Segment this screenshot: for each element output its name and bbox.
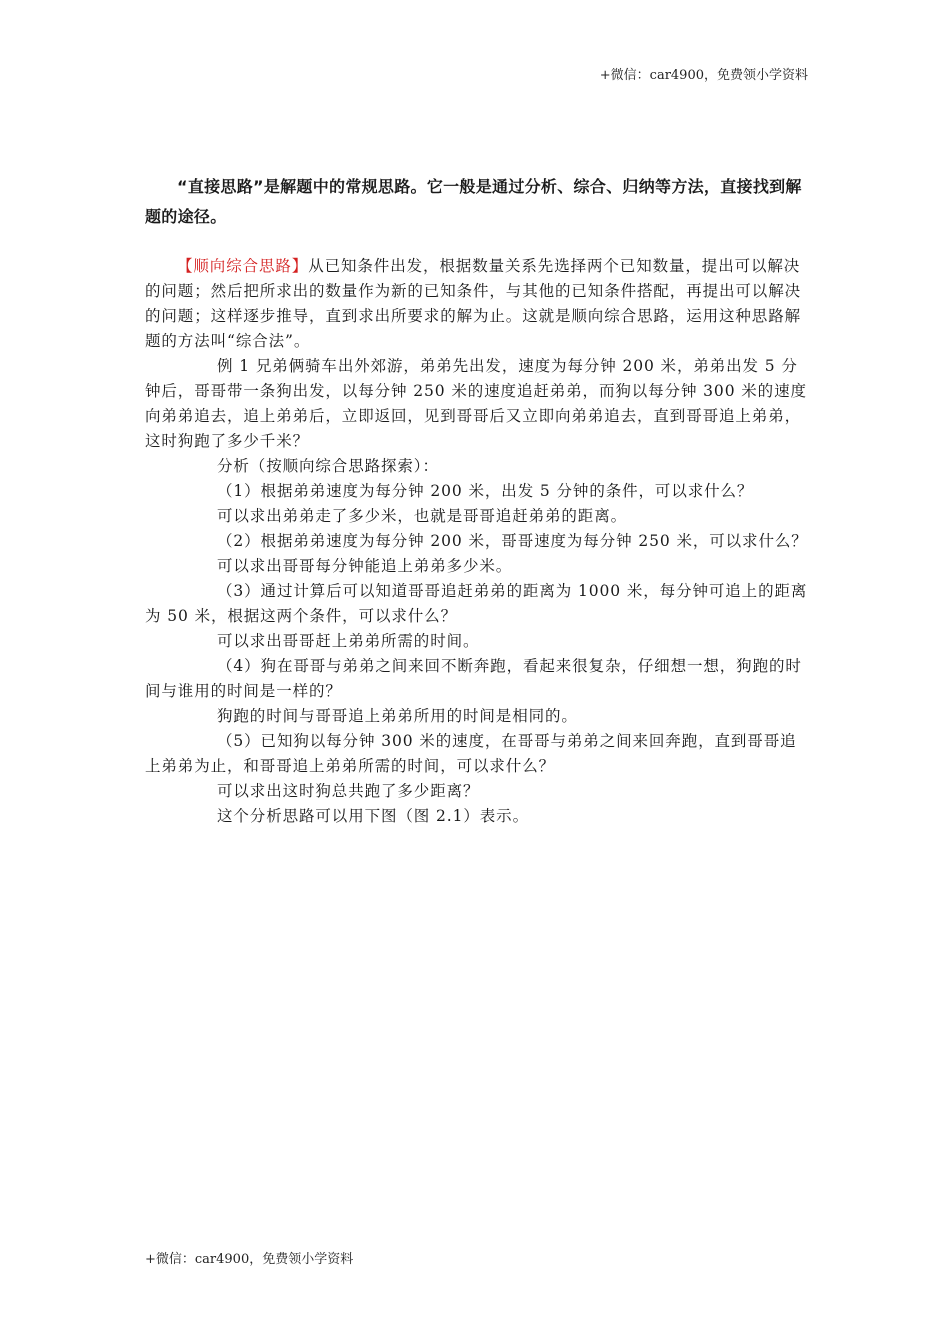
analysis-question-4: （4）狗在哥哥与弟弟之间来回不断奔跑，看起来很复杂，仔细想一想，狗跑的时间与谁用的时间是一样的？ (145, 657, 802, 700)
section-label: 【顺向综合思路】 (177, 257, 309, 275)
analysis-question-5: （5）已知狗以每分钟 300 米的速度，在哥哥与弟弟之间来回奔跑，直到哥哥追上弟弟为止，和哥哥追上弟弟所需的时间，可以求什么？ (145, 732, 797, 775)
header-watermark-note: +微信：car4900，免费领小学资料 (599, 68, 808, 83)
document-body (145, 172, 809, 829)
analysis-title: 分析（按顺向综合思路探索）： (217, 457, 439, 475)
analysis-answer-3: 可以求出哥哥赶上弟弟所需的时间。 (217, 632, 480, 650)
analysis-answer-2: 可以求出哥哥每分钟能追上弟弟多少米。 (217, 557, 513, 575)
intro-paragraph: “直接思路”是解题中的常规思路。它一般是通过分析、综合、归纳等方法，直接找到解题的途径。 (145, 177, 802, 226)
example-paragraph: 例 1 兄弟俩骑车出外郊游，弟弟先出发，速度为每分钟 200 米，弟弟出发 5 分钟后，哥哥带一条狗出发，以每分钟 250 米的速度追赶弟弟，而狗以每分钟 300 米的速度向弟弟追去，追上弟弟后，立即返回，见到哥哥后又立即向弟弟追去，直到哥哥追上弟弟，这时狗跑了多少千米？ (145, 357, 807, 450)
analysis-question-2: （2）根据弟弟速度为每分钟 200 米，哥哥速度为每分钟 250 米，可以求什么？ (217, 532, 808, 550)
section-paragraph (145, 254, 809, 354)
footer-watermark-note: +微信：car4900，免费领小学资料 (145, 1252, 354, 1267)
analysis-closing: 这个分析思路可以用下图（图 2.1）表示。 (217, 807, 529, 825)
section-text: 从已知条件出发，根据数量关系先选择两个已知数量，提出可以解决的问题；然后把所求出的数量作为新的已知条件，与其他的已知条件搭配，再提出可以解决的问题；这样逐步推导，直到求出所要求的解为止。这就是顺向综合思路，运用这种思路解题的方法叫“综合法”。 (145, 257, 802, 350)
analysis-answer-5: 可以求出这时狗总共跑了多少距离？ (217, 782, 480, 800)
analysis-question-1: （1）根据弟弟速度为每分钟 200 米，出发 5 分钟的条件，可以求什么？ (217, 482, 754, 500)
analysis-answer-1: 可以求出弟弟走了多少米，也就是哥哥追赶弟弟的距离。 (217, 507, 628, 525)
analysis-question-3: （3）通过计算后可以知道哥哥追赶弟弟的距离为 1000 米，每分钟可追上的距离为 50 米，根据这两个条件，可以求什么？ (145, 582, 808, 625)
analysis-answer-4: 狗跑的时间与哥哥追上弟弟所用的时间是相同的。 (217, 707, 578, 725)
